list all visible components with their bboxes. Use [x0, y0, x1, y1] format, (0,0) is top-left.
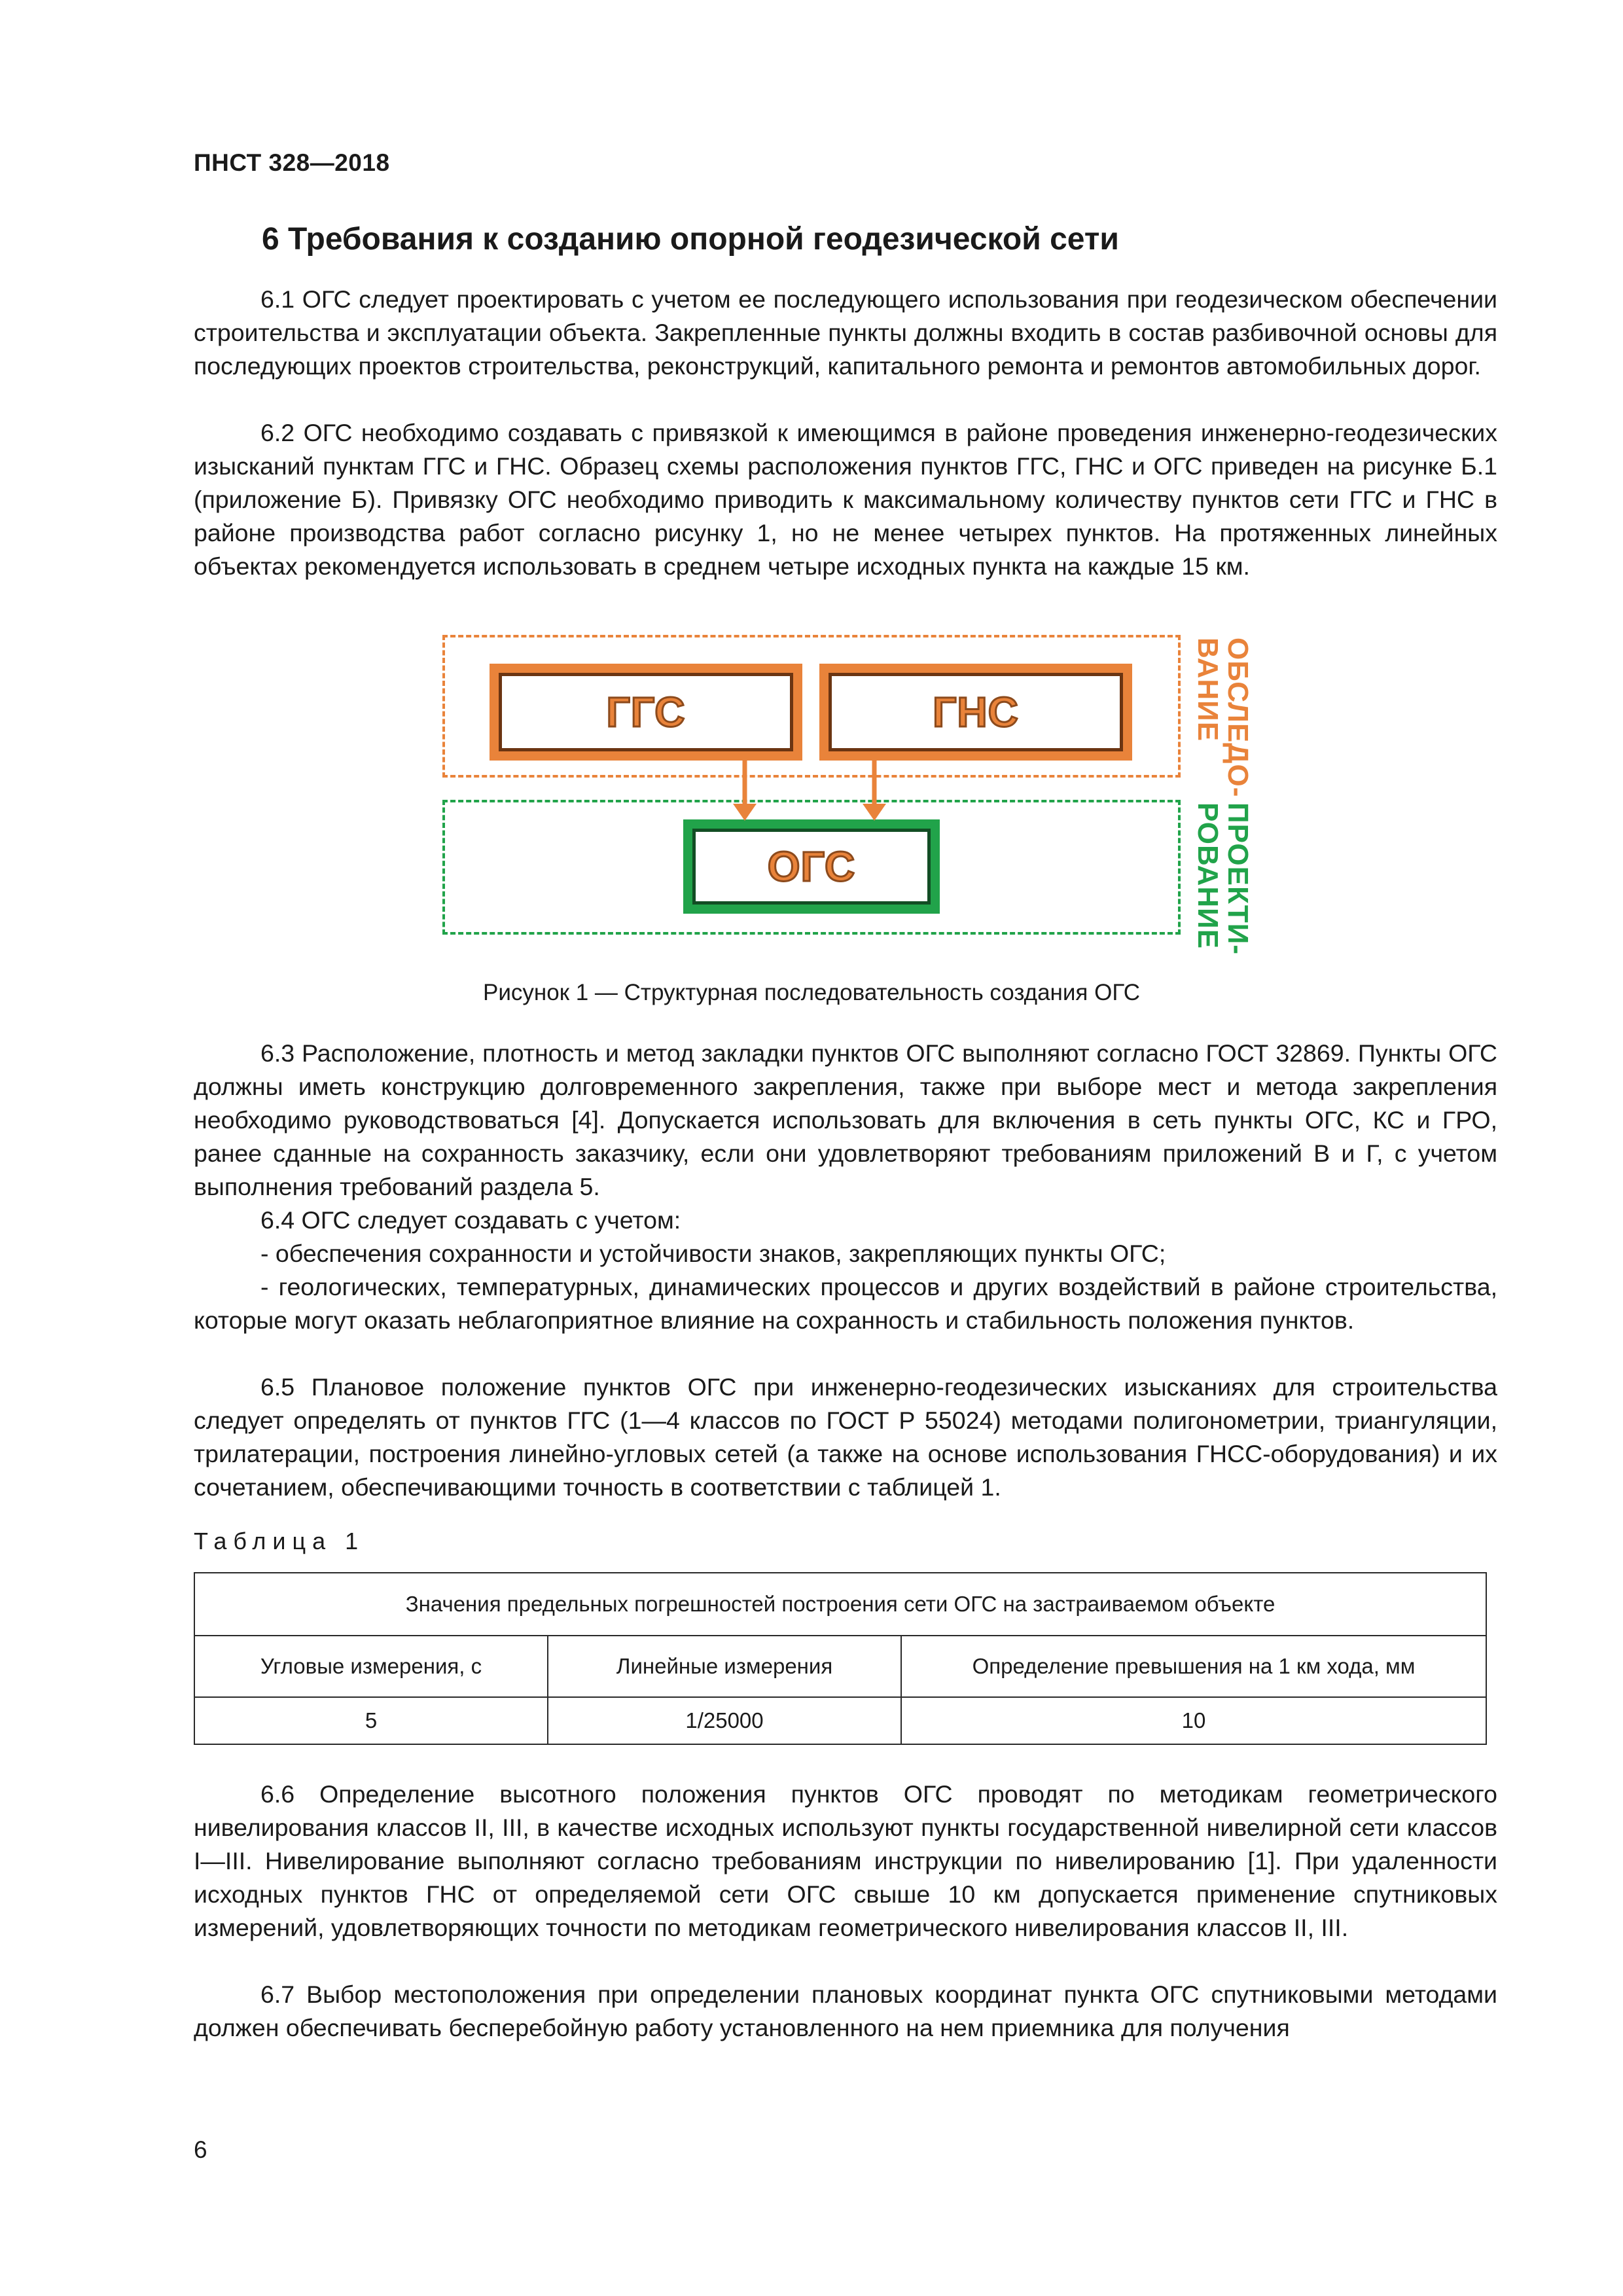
ggs-label: ГГС	[606, 689, 686, 736]
survey-stage-label: ОБСЛЕДО- ВАНИЕ	[1192, 637, 1254, 798]
arrows	[720, 753, 890, 825]
table-title: Значения предельных погрешностей построения сети ОГС на застраиваемом объекте	[194, 1573, 1486, 1636]
arrow-gns-to-ogs	[863, 759, 886, 821]
table-title-row	[194, 1573, 1486, 1636]
table-1	[194, 1572, 1487, 1745]
table-header-row	[194, 1636, 1486, 1697]
page-number: 6	[194, 2136, 207, 2163]
gns-box	[819, 664, 1132, 761]
table-row	[194, 1697, 1486, 1744]
ggs-box	[490, 664, 802, 761]
table-label: Таблица 1	[194, 1528, 365, 1554]
paragraph-6-7: 6.7 Выбор местоположения при определении плановых координат пункта ОГС спутниковыми методами должен обеспечивать бесперебойную работу установленного на нем приемника для получения	[194, 1981, 1497, 2041]
paragraph-6-1: 6.1 ОГС следует проектировать с учетом ее последующего использования при геодезическом обеспечении строительства и эксплуатации объекта. Закрепленные пункты должны входить в состав разбивочной основы для последующих проектов строительства, реконструкций, капитального ремонта и ремонтов автомобильных дорог.	[194, 285, 1497, 380]
table-cell: 5	[194, 1697, 548, 1744]
paragraph-6-6: 6.6 Определение высотного положения пунктов ОГС проводят по методикам геометрического нивелирования классов II, III, в качестве исходных используют пункты государственной нивелирной сети классов I—III. Нивелирование выполняют согласно требованиям инструкции по нивелированию [1]. При удаленности исходных пунктов ГНС от определяемой сети ОГС свыше 10 км допускается применение спутниковых измерений, удовлетворяющих точности по методикам геометрического нивелирования классов II, III.	[194, 1780, 1497, 1941]
table-cell: 10	[901, 1697, 1486, 1744]
table-header: Угловые измерения, с	[194, 1636, 548, 1697]
table-header: Определение превышения на 1 км хода, мм	[901, 1636, 1486, 1697]
document-code: ПНСТ 328—2018	[194, 149, 390, 176]
paragraph-6-2: 6.2 ОГС необходимо создавать с привязкой к имеющимся в районе проведения инженерно-геодезических изысканий пунктам ГГС и ГНС. Образец схемы расположения пунктов ГГС, ГНС и ОГС приведен на рисунке Б.1 (приложение Б). Привязку ОГС необходимо приводить к максимальному количеству пунктов сети ГГС и ГНС в районе производства работ согласно рисунку 1, но не менее четырех пунктов. На протяженных линейных объектах рекомендуется использовать в среднем четыре исходных пункта на каждые 15 км.	[194, 419, 1497, 580]
table-header: Линейные измерения	[548, 1636, 901, 1697]
section-heading: 6 Требования к созданию опорной геодезической сети	[262, 222, 1119, 257]
paragraph-6-3: 6.3 Расположение, плотность и метод закладки пунктов ОГС выполняют согласно ГОСТ 32869. Пункты ОГС должны иметь конструкцию долговременного закрепления, также при выборе мест и метода закрепления необходимо руководствоваться [4]. Допускается использовать для включения в сеть пункты ОГС, КС и ГРО, ранее сданные на сохранность заказчику, если они удовлетворяют требованиям приложений В и Г, с учетом выполнения требований раздела 5.	[194, 1039, 1497, 1200]
ogs-label: ОГС	[767, 843, 856, 890]
gns-label: ГНС	[933, 689, 1019, 736]
arrow-ggs-to-ogs	[733, 759, 757, 821]
list-item-1: - обеспечения сохранности и устойчивости знаков, закрепляющих пункты ОГС;	[260, 1240, 1166, 1267]
paragraph-6-4: 6.4 ОГС следует создавать с учетом:	[260, 1206, 681, 1234]
paragraph-6-5: 6.5 Плановое положение пунктов ОГС при инженерно-геодезических изысканиях для строительства следует определять от пунктов ГГС (1—4 классов по ГОСТ Р 55024) методами полигонометрии, триангуляции, трилатерации, построения линейно-угловых сетей (а также на основе использования ГНСС-оборудования) и их сочетанием, обеспечивающими точность в соответствии с таблицей 1.	[194, 1373, 1497, 1501]
figure-caption: Рисунок 1 — Структурная последовательность создания ОГС	[483, 980, 1140, 1005]
table-cell: 1/25000	[548, 1697, 901, 1744]
design-stage-label: ПРОЕКТИ- РОВАНИЕ	[1192, 802, 1254, 956]
ogs-box	[683, 819, 940, 914]
list-item-2: - геологических, температурных, динамических процессов и других воздействий в районе строительства, которые могут оказать неблагоприятное влияние на сохранность и стабильность положения пунктов.	[194, 1273, 1497, 1334]
